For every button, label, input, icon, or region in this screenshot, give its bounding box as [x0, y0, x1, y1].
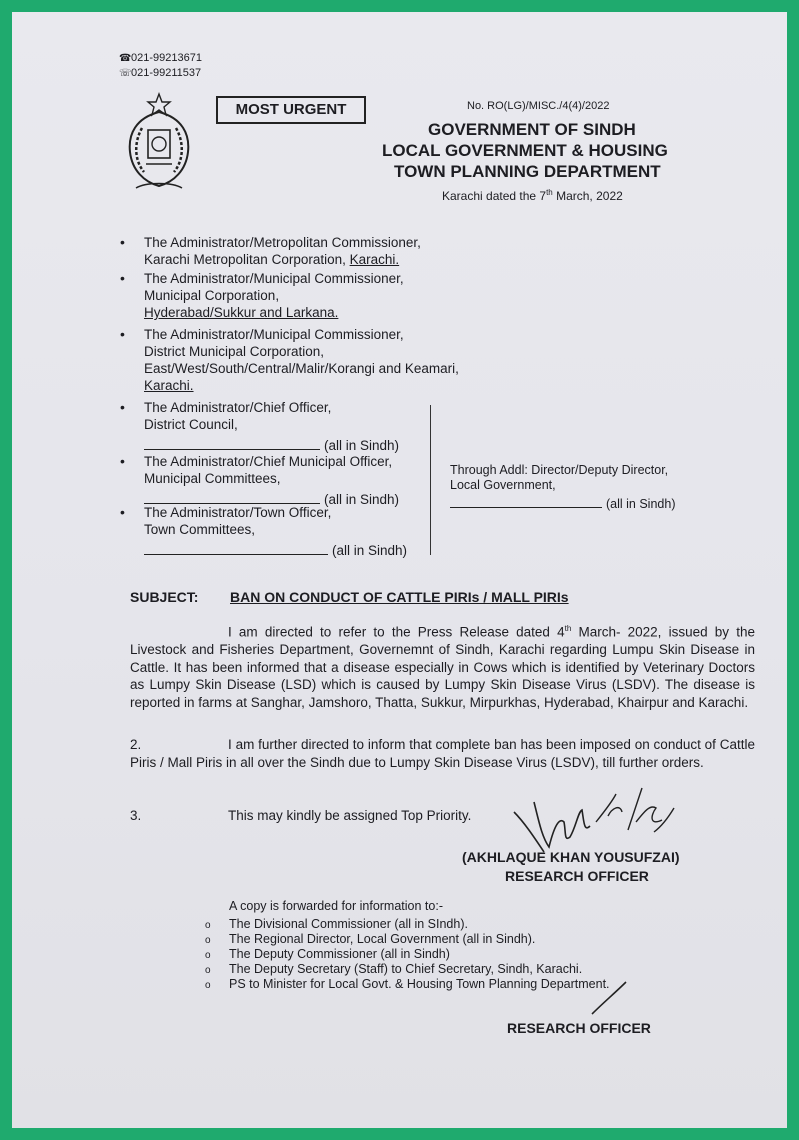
circle-bullet-icon: o [205, 920, 211, 931]
reference-number: No. RO(LG)/MISC./4(4)/2022 [467, 100, 610, 112]
divider [430, 405, 431, 555]
copy-item: o The Divisional Commissioner (all in SIndh). [205, 917, 468, 931]
phone-line: ☎021-99213671 [119, 52, 202, 64]
copy-item: o The Deputy Commissioner (all in Sindh) [205, 947, 450, 961]
bullet-icon: • [120, 270, 125, 286]
through-block: Through Addl: Director/Deputy Director, Local Government, (all in Sindh) [450, 463, 676, 511]
bullet-icon: • [120, 399, 125, 415]
copy-item: o The Deputy Secretary (Staff) to Chief Secretary, Sindh, Karachi. [205, 962, 583, 976]
telephone-icon: ☎ [119, 53, 132, 64]
gov-line-3: TOWN PLANNING DEPARTMENT [394, 162, 661, 181]
bullet-icon: • [120, 453, 125, 469]
addressee-5: • The Administrator/Chief Municipal Officer, Municipal Committees, (all in Sindh) [120, 453, 400, 507]
circle-bullet-icon: o [205, 980, 211, 991]
subject-line: SUBJECT: BAN ON CONDUCT OF CATTLE PIRIs / MALL PIRIs [130, 589, 569, 605]
most-urgent-stamp: MOST URGENT [216, 96, 366, 124]
gov-line-2: LOCAL GOVERNMENT & HOUSING [382, 141, 668, 160]
paragraph-1: I am directed to refer to the Press Release dated 4th March- 2022, issued by the Livestock and Fisheries Department, Governemnt of Sindh, Karachi regarding Lumpu Skin Disease in Cattle. It has been informed that a disease especially in Cows which is identified by Veterinary Doctors as Lumpy Skin Disease (LSD) which is caused by Lumpy Skin Disease Virus (LSDV). The disease is reported in farms at Sanghar, Jamshoro, Thatta, Sukkur, Mirpurkhas, Hyderabad, Khairpur and Karachi. [130, 624, 755, 710]
addressee-3: • The Administrator/Municipal Commissioner, District Municipal Corporation, East/West/South/Central/Malir/Korangi and Keamari, Karachi. [120, 326, 459, 393]
pen-stroke [582, 978, 632, 1018]
government-seal-icon [116, 92, 202, 192]
copy-item: o PS to Minister for Local Govt. & Housing Town Planning Department. [205, 977, 610, 991]
copy-item: o The Regional Director, Local Government (all in Sindh). [205, 932, 536, 946]
addressee-2: • The Administrator/Municipal Commissioner, Municipal Corporation, Hyderabad/Sukkur and Larkana. [120, 270, 404, 320]
circle-bullet-icon: o [205, 950, 211, 961]
circle-bullet-icon: o [205, 965, 211, 976]
bullet-icon: • [120, 326, 125, 342]
blank-line [450, 495, 602, 508]
blank-line [144, 437, 320, 450]
paragraph-3: 3. This may kindly be assigned Top Priority. [130, 808, 472, 823]
fax-line: ☏021-99211537 [119, 67, 202, 79]
fax-icon: ☏ [119, 68, 132, 79]
circle-bullet-icon: o [205, 935, 211, 946]
gov-line-1: GOVERNMENT OF SINDH [428, 120, 636, 139]
letter-page [12, 12, 787, 1128]
bullet-icon: • [120, 234, 125, 250]
addressee-1: • The Administrator/Metropolitan Commissioner, Karachi Metropolitan Corporation, Karachi. [120, 234, 421, 267]
bullet-icon: • [120, 504, 125, 520]
signatory-name: (AKHLAQUE KHAN YOUSUFZAI) [462, 849, 680, 865]
copy-intro: A copy is forwarded for information to:- [229, 899, 443, 913]
paragraph-2: 2. I am further directed to inform that complete ban has been imposed on conduct of Cattle Piris / Mall Piris in all over the Sindh due to Lumpy Skin Disease Virus (LSDV), till further orders. [130, 737, 755, 770]
letter-date: Karachi dated the 7th March, 2022 [442, 188, 623, 203]
blank-line [144, 542, 328, 555]
addressee-4: • The Administrator/Chief Officer, District Council, (all in Sindh) [120, 399, 400, 453]
blank-line [144, 491, 320, 504]
copy-signatory-title: RESEARCH OFFICER [507, 1020, 651, 1036]
addressee-6: • The Administrator/Town Officer, Town Committees, (all in Sindh) [120, 504, 408, 558]
signatory-title: RESEARCH OFFICER [505, 868, 649, 884]
